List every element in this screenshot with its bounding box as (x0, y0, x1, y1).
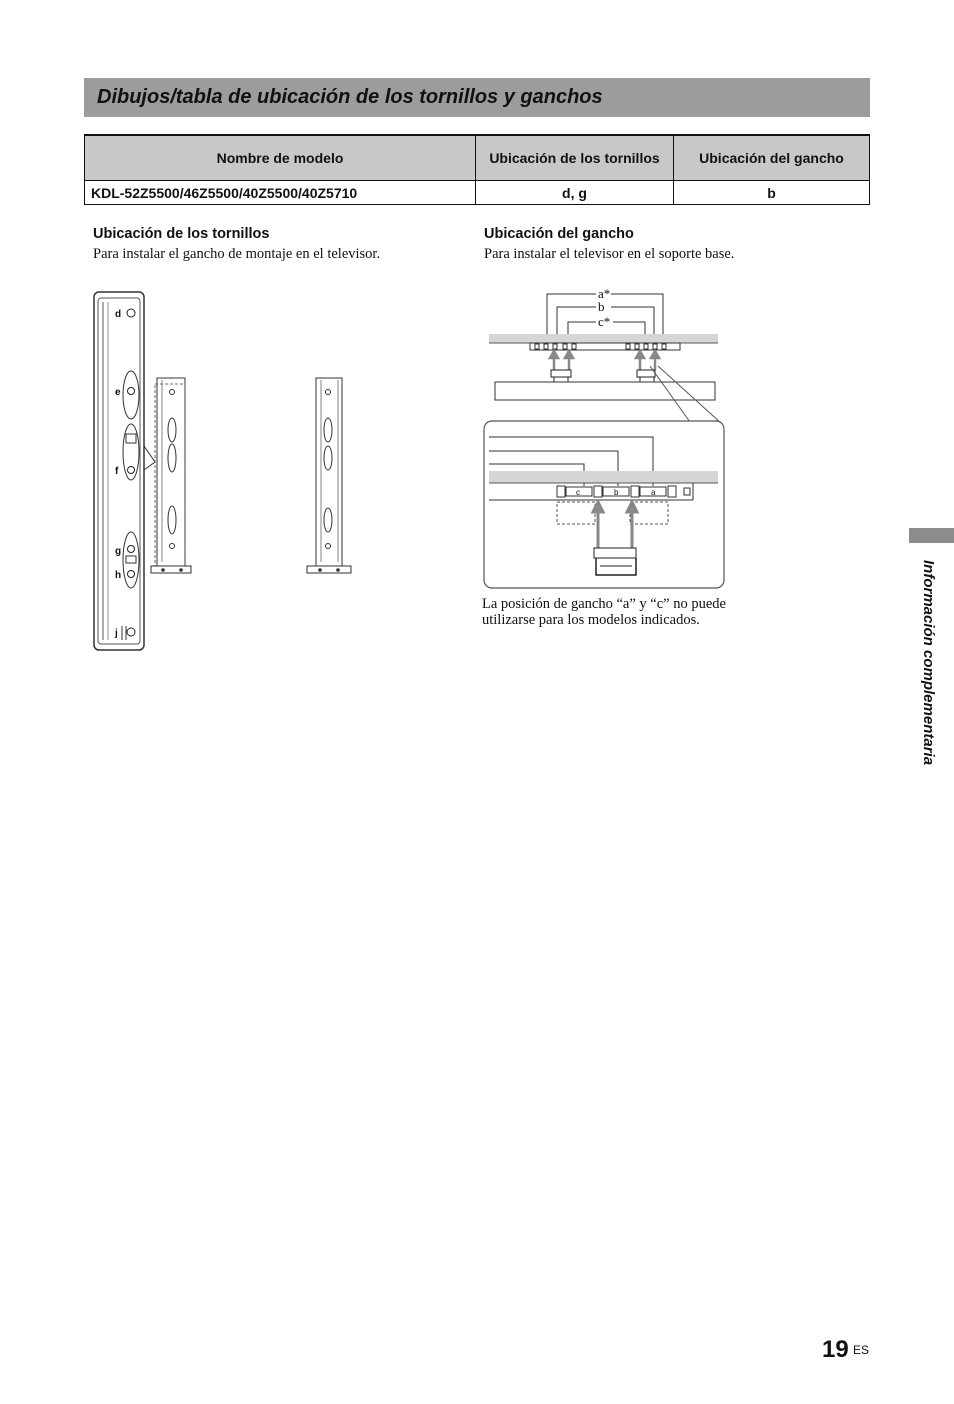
detail-label-b: b (614, 488, 619, 497)
table-cell: d, g (476, 181, 674, 205)
page-title: Dibujos/tabla de ubicación de los tornillos y ganchos (97, 86, 603, 108)
hook-note: La posición de gancho “a” y “c” no puede utilizarse para los modelos indicados. (482, 596, 726, 628)
screw-label-j: j (115, 628, 118, 639)
page-number: 19 (822, 1336, 849, 1363)
hook-section-title: Ubicación del gancho (484, 226, 634, 242)
table-cell: KDL-52Z5500/46Z5500/40Z5500/40Z5710 (85, 181, 476, 205)
detail-label-c: c (576, 488, 580, 497)
hook-callout-a: a* (598, 286, 611, 301)
screw-label-f: f (115, 466, 119, 477)
hook-callout-c: c* (598, 314, 611, 329)
screw-label-h: h (115, 570, 122, 581)
screw-label-d: d (115, 309, 122, 320)
screws-section-title: Ubicación de los tornillos (93, 226, 270, 242)
table-cell: b (674, 181, 870, 205)
side-tab-marker (909, 528, 954, 543)
detail-label-a: a (651, 488, 656, 497)
table-header: Nombre de modelo (85, 135, 476, 181)
page-language-code: ES (853, 1343, 870, 1357)
screws-section-text: Para instalar el gancho de montaje en el televisor. (93, 246, 381, 262)
side-section-label: Información complementaria (920, 560, 937, 766)
screw-label-e: e (115, 387, 121, 398)
hook-callout-b: b (598, 299, 605, 314)
table-header: Ubicación del gancho (674, 135, 870, 181)
hook-section-text: Para instalar el televisor en el soporte base. (484, 246, 735, 262)
table-header: Ubicación de los tornillos (476, 135, 674, 181)
screw-label-g: g (115, 546, 122, 557)
